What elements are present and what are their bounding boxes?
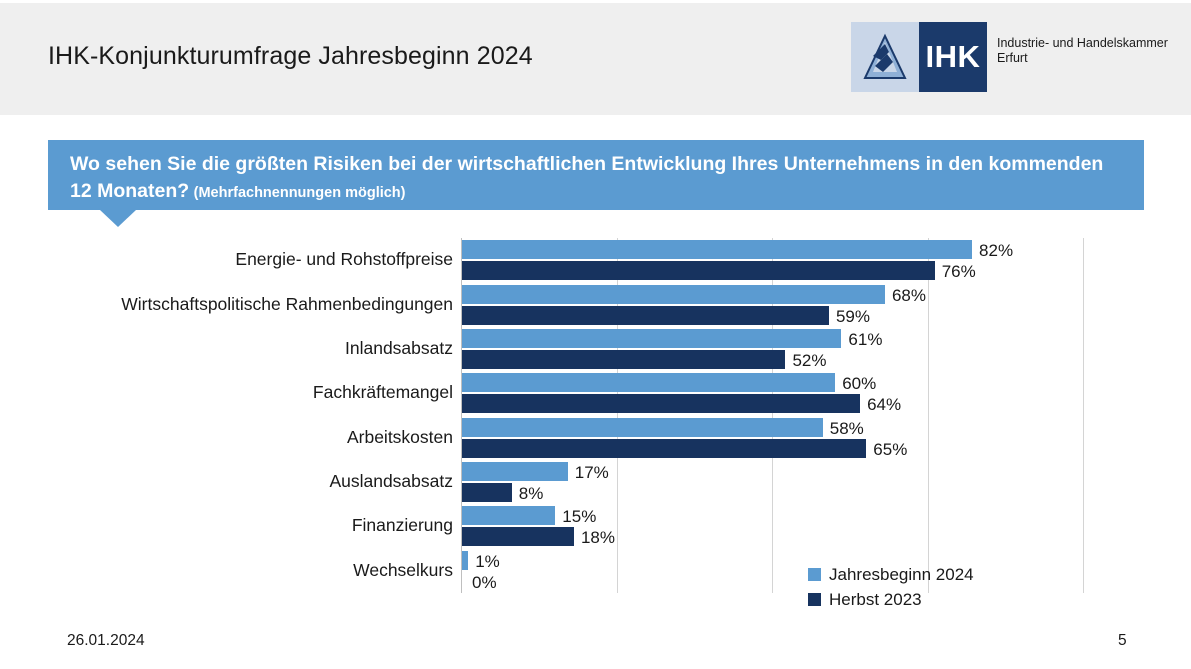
bar-1 <box>462 261 935 280</box>
bar-1 <box>462 306 829 325</box>
logo-org-line1: Industrie- und Handelskammer <box>997 36 1168 50</box>
logo-org-line2: Erfurt <box>997 51 1028 65</box>
chart-plot-area <box>461 238 1083 593</box>
footer-date: 26.01.2024 <box>67 632 145 649</box>
question-note: (Mehrfachnennungen möglich) <box>193 185 406 201</box>
bar-0 <box>462 240 972 259</box>
risks-bar-chart <box>48 234 1144 609</box>
chart-legend <box>808 562 974 612</box>
bar-value-label: 0% <box>472 572 497 592</box>
bar-1 <box>462 350 785 369</box>
logo-wordmark: IHK <box>919 22 987 92</box>
bar-0 <box>462 373 835 392</box>
bar-value-label: 8% <box>518 484 544 504</box>
bar-value-label: 52% <box>792 350 827 370</box>
legend-label-series-0: Jahresbeginn 2024 <box>829 564 974 584</box>
category-label: Fachkräftemangel <box>312 382 453 403</box>
legend-item <box>808 587 974 612</box>
bar-0 <box>462 418 823 437</box>
bar-value-label: 82% <box>979 241 1014 261</box>
bar-0 <box>462 551 468 570</box>
legend-label-series-1: Herbst 2023 <box>829 589 922 609</box>
category-label: Auslandsabsatz <box>329 471 453 492</box>
legend-swatch-series-1 <box>808 593 821 606</box>
category-label: Wirtschaftspolitische Rahmenbedingungen <box>121 293 453 314</box>
category-label: Wechselkurs <box>353 559 453 580</box>
page-title: IHK-Konjunkturumfrage Jahresbeginn 2024 <box>48 42 533 70</box>
bar-value-label: 60% <box>842 374 877 394</box>
category-label: Inlandsabsatz <box>345 337 453 358</box>
bar-value-label: 58% <box>829 418 864 438</box>
bar-0 <box>462 462 568 481</box>
chart-gridline <box>928 238 929 593</box>
header-top-rule <box>0 0 1191 3</box>
bar-value-label: 61% <box>848 329 883 349</box>
question-text: Wo sehen Sie die größten Risiken bei der wirtschaftlichen Entwicklung Ihres Unternehmens in den kommenden 12 Monaten? <box>70 153 1104 202</box>
slide-header <box>0 0 1191 115</box>
mountain-icon <box>863 32 907 82</box>
bar-value-label: 65% <box>873 439 908 459</box>
bar-value-label: 15% <box>562 507 597 527</box>
legend-swatch-series-0 <box>808 568 821 581</box>
ihk-logo <box>851 22 987 92</box>
logo-emblem-icon <box>851 22 919 92</box>
bar-value-label: 68% <box>891 285 926 305</box>
question-banner <box>48 140 1144 210</box>
bar-1 <box>462 394 860 413</box>
bar-value-label: 59% <box>835 306 870 326</box>
bar-value-label: 17% <box>574 463 609 483</box>
bar-value-label: 64% <box>867 395 902 415</box>
bar-1 <box>462 439 866 458</box>
category-label: Arbeitskosten <box>346 426 453 447</box>
legend-item <box>808 562 974 587</box>
category-label: Energie- und Rohstoffpreise <box>235 249 453 270</box>
bar-0 <box>462 285 885 304</box>
bar-value-label: 18% <box>580 528 615 548</box>
bar-value-label: 76% <box>941 262 976 282</box>
logo-organization-name <box>997 36 1168 66</box>
bar-1 <box>462 527 574 546</box>
bar-0 <box>462 506 555 525</box>
bar-value-label: 1% <box>475 551 500 571</box>
banner-pointer <box>100 210 136 227</box>
category-label: Finanzierung <box>351 515 453 536</box>
footer-page-number: 5 <box>1118 632 1127 649</box>
chart-gridline <box>1083 238 1084 593</box>
bar-1 <box>462 483 512 502</box>
bar-0 <box>462 329 841 348</box>
